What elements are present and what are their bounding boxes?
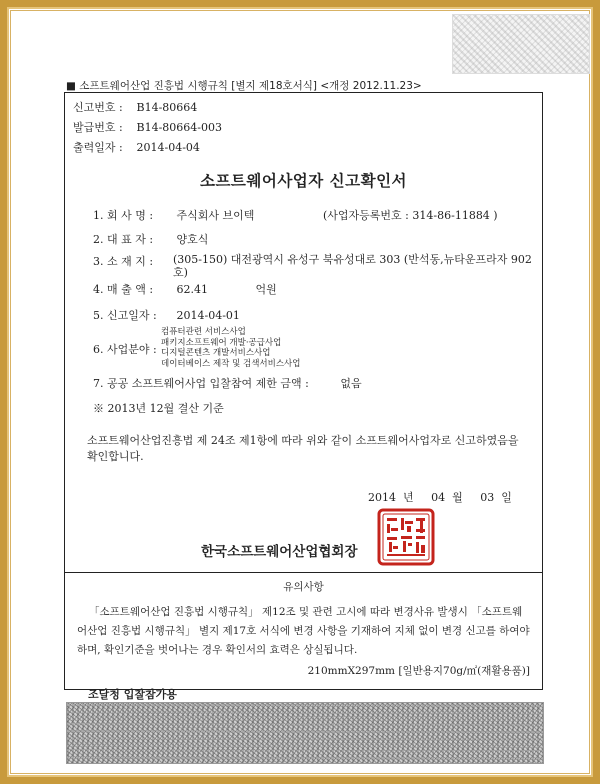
report-number-value: B14-80664 xyxy=(136,101,198,114)
official-seal-icon xyxy=(376,507,436,567)
ceo-label: 2. 대 표 자 : xyxy=(93,233,154,246)
issue-number-label: 발급번호 : xyxy=(73,121,123,134)
address-value: (305-150) 대전광역시 유성구 북유성대로 303 (반석동,뉴타운프라자 902호) xyxy=(173,253,532,279)
print-date-row xyxy=(73,139,200,155)
procurement-label: 조달청 입찰참가용 xyxy=(88,688,177,701)
company-row xyxy=(93,207,254,223)
report-date-row xyxy=(93,307,240,323)
business-item: 컴퓨터관련 서비스사업 xyxy=(161,327,246,337)
report-date-value: 2014-04-01 xyxy=(176,309,240,322)
sales-unit: 억원 xyxy=(255,283,277,296)
date-day: 03 xyxy=(480,491,495,504)
print-date-value: 2014-04-04 xyxy=(136,141,200,154)
paper-size-note: 210mmX297mm [일반용지70g/㎡(재활용품)] xyxy=(307,665,530,677)
document-title: 소프트웨어사업자 신고확인서 xyxy=(199,172,408,190)
date-day-unit: 일 xyxy=(501,491,512,504)
bid-limit-label: 7. 공공 소프트웨어사업 입찰참여 제한 금액 : xyxy=(93,377,309,390)
date-month: 04 xyxy=(431,491,446,504)
date-month-unit: 월 xyxy=(452,491,463,504)
company-label: 1. 회 사 명 : xyxy=(93,209,154,222)
business-item: 패키지소프트웨어 개발·공급사업 xyxy=(161,337,282,348)
registration-number xyxy=(323,207,498,223)
date-year-unit: 년 xyxy=(403,491,414,504)
ceo-row xyxy=(93,231,208,247)
company-value: 주식회사 브이텍 xyxy=(176,209,255,222)
section-divider xyxy=(65,572,542,573)
sales-value: 62.41 xyxy=(176,283,208,296)
address-label: 3. 소 재 지 : xyxy=(93,255,154,268)
business-label: 6. 사업분야 : xyxy=(93,343,157,356)
print-date-label: 출력일자 : xyxy=(73,141,123,154)
report-date-label: 5. 신고일자 : xyxy=(93,309,157,322)
sales-row xyxy=(93,281,277,297)
report-number-label: 신고번호 : xyxy=(73,101,123,114)
confirmation-text: 소프트웨어산업진흥법 제 24조 제1항에 따라 위와 같이 소프트웨어사업자로 신고하였음을 확인합니다. xyxy=(87,434,519,463)
registration-label: (사업자등록번호 : xyxy=(323,209,409,222)
notice-body: 「소프트웨어산업 진흥법 시행규칙」 제12조 및 관련 고시에 따라 변경사유 발생시 「소프트웨어산업 진흥법 시행규칙」 별지 제17호 서식에 변경 사항을 기재하여 지체 없이 변경 신고를 하여야 하며, 확인기준을 벗어나는 경우 확인서의 효력은 상실됩니다. xyxy=(77,606,530,656)
business-list xyxy=(161,327,300,369)
bid-limit-value: 없음 xyxy=(340,377,362,390)
notice-heading: 유의사항 xyxy=(283,581,324,593)
issue-number-row xyxy=(73,119,222,135)
address-label-row xyxy=(93,253,173,269)
sales-label: 4. 매 출 액 : xyxy=(93,283,154,296)
issue-date xyxy=(368,489,512,505)
signatory: 한국소프트웨어산업협회장 xyxy=(201,544,358,560)
ceo-value: 양호식 xyxy=(176,233,209,246)
bid-limit-row xyxy=(93,375,362,391)
business-item: 데이터베이스 제작 및 검색서비스사업 xyxy=(161,358,301,369)
business-item: 디지털콘텐츠 개발서비스사업 xyxy=(161,348,271,358)
form-reference: ■ 소프트웨어산업 진흥법 시행규칙 [별지 제18호서식] <개정 2012.11.23> xyxy=(66,80,422,92)
issue-number-value: B14-80664-003 xyxy=(136,121,223,134)
report-number-row xyxy=(73,99,197,115)
certificate-body xyxy=(64,92,543,690)
date-year: 2014 xyxy=(368,491,396,504)
registration-value: 314-86-11884 ) xyxy=(412,209,498,222)
settlement-note: ※ 2013년 12월 결산 기준 xyxy=(93,402,224,415)
security-barcode-pattern xyxy=(66,702,544,764)
security-pattern-stamp xyxy=(452,14,590,74)
